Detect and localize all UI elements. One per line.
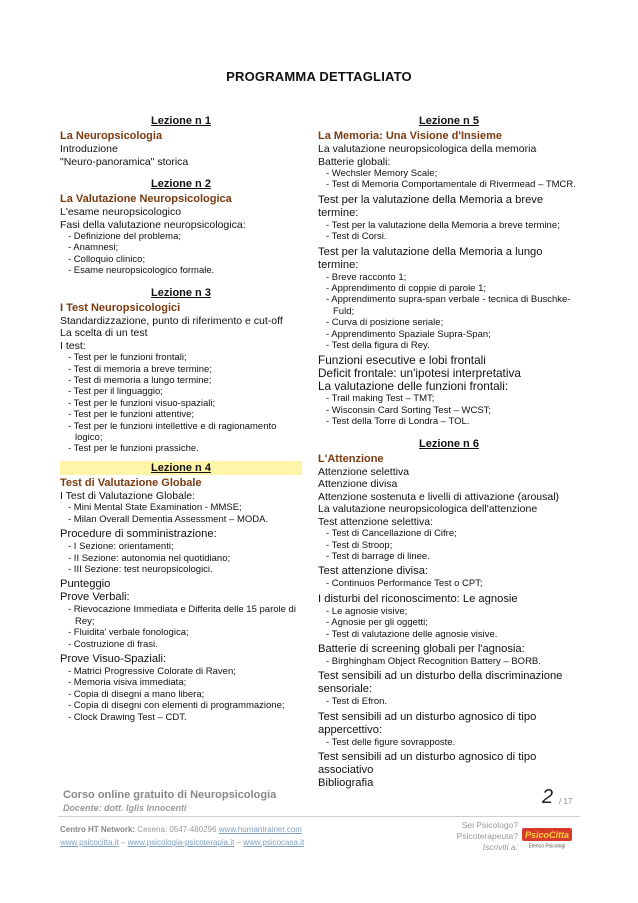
lesson-5-title: La Memoria: Una Visione d'Insieme [318,130,502,142]
lesson-4-title: Test di Valutazione Globale [60,476,202,489]
link-psicologia-psicoterapia[interactable]: www.psicologia-psicoterapia.it [127,838,235,847]
topic-line: Batterie di screening globali per l'agnosia: [318,643,525,656]
list-item: - Test per la valutazione della Memoria a breve termine; [326,219,560,231]
list-item: - Test di Stroop; [326,539,393,551]
topic-line: Test sensibili ad un disturbo agnosico di tipo associativo [318,751,537,777]
list-item: - Test di valutazione delle agnosie visive. [326,628,498,640]
list-item: - II Sezione: autonomia nel quotidiano; [68,552,231,564]
list-item: - Continuos Performance Test o CPT; [326,578,483,590]
list-item: - Anamnesi; [68,242,119,254]
lesson-6-title: L'Attenzione [318,452,384,465]
bullet-list [60,541,302,575]
list-item: - Test di Memoria Comportamentale di Rivermead – TMCR. [326,179,576,191]
topic-line: La valutazione neuropsicologica della memoria [318,143,537,155]
bullet-list [318,272,580,352]
list-item: - Copia di disegni con elementi di programmazione; [68,700,285,712]
list-item: - Clock Drawing Test – CDT. [68,711,187,723]
list-item: - Matrici Progressive Colorate di Raven; [68,665,236,677]
list-item: - Test per le funzioni visuo-spaziali; [68,397,216,409]
bullet-list [318,606,580,640]
lesson-6-heading: Lezione n 6 [419,437,479,450]
ask-line: Psicoterapeuta? [456,831,518,841]
link-psicocasa[interactable]: www.psicocasa.it [243,838,305,847]
list-item: - Memoria visiva immediata; [68,677,187,689]
lesson-1-title: La Neuropsicologia [60,130,163,142]
list-item: - Test di Corsi. [326,231,387,243]
bullet-list [318,578,580,589]
list-item: - Agnosie per gli oggetti; [326,617,428,629]
list-item: - Definizione del problema; [68,231,182,242]
phone-text: Cesena: 0547-480296 [137,825,217,834]
bullet-list [60,604,302,650]
list-item: - Copia di disegni a mano libera; [68,688,205,700]
topic-line: Test per la valutazione della Memoria a lungo termine: [318,245,543,271]
list-item: - Curva di posizione seriale; [326,317,444,329]
signup-prompt [448,820,518,853]
lesson-4-heading: Lezione n 4 [60,461,302,475]
lesson-3-heading: Lezione n 3 [151,286,211,299]
topic-line: I disturbi del riconoscimento: Le agnosie [318,592,518,605]
topic-line: Introduzione [60,143,118,155]
bullet-list [60,352,302,455]
bullet-list [318,656,580,667]
footer-docente: Docente: dott. Iglis Innocenti [63,803,187,813]
right-column [318,114,580,790]
list-item: - Birghingham Object Recognition Battery – BORB. [326,656,541,668]
list-item: - Colloquio clinico; [68,253,146,265]
bullet-list [60,666,302,723]
list-item: - Test di barrage di linee. [326,551,430,562]
bullet-list [318,393,580,427]
topic-line: Fasi della valutazione neuropsicologica: [60,218,246,231]
topic-line: La valutazione neuropsicologica dell'attenzione [318,503,538,516]
topic-line: Attenzione divisa [318,478,398,491]
topic-line: "Neuro-panoramica" storica [60,155,189,168]
page-total: / 17 [559,797,573,806]
footer-divider [58,816,580,817]
lesson-5-heading: Lezione n 5 [419,115,479,127]
lesson-1-heading: Lezione n 1 [151,115,211,127]
bullet-list [318,168,580,191]
list-item: - Trail making Test – TMT; [326,393,435,405]
list-item: - Esame neuropsicologico formale. [68,265,215,277]
topic-line: La valutazione delle funzioni frontali: [318,379,509,394]
list-item: - Breve racconto 1; [326,271,407,283]
footer-course-title: Corso online gratuito di Neuropsicologia [63,789,277,801]
list-item: - Apprendimento Spaziale Supra-Span; [326,328,491,340]
list-item: - Le agnosie visive; [326,605,408,617]
list-item: - Rievocazione Immediata e Differita delle 15 parole di Rey; [68,604,296,627]
topic-line: La scelta di un test [60,327,148,340]
list-item: - Test della figura di Rey. [326,340,430,352]
list-item: - Mini Mental State Examination - MMSE; [68,502,242,514]
list-item: - Costruzione di frasi. [68,638,158,650]
separator-dash: – [236,838,242,847]
list-item: - Test di Efron. [326,696,388,708]
lesson-2-heading: Lezione n 2 [151,178,211,190]
bullet-list [318,737,580,748]
bullet-list [318,696,580,707]
list-item: - Apprendimento di coppie di parole 1; [326,283,487,295]
topic-line: Test sensibili ad un disturbo della discriminazione sensoriale: [318,670,563,696]
list-item: - Test della Torre di Londra – TOL. [326,416,470,428]
psicocitta-logo[interactable] [522,827,572,849]
topic-line: Prove Visuo-Spaziali: [60,652,167,665]
page-title: PROGRAMMA DETTAGLIATO [226,69,412,84]
topic-line: Attenzione selettiva [318,465,410,478]
list-item: - Test per le funzioni attentive; [68,409,195,421]
topic-line: Procedure di somministrazione: [60,528,217,541]
list-item: - Test di memoria a breve termine; [68,363,212,375]
ask-line: Iscriviti a: [482,842,518,852]
logo-text: PsicoCitta [524,830,570,840]
bullet-list [318,220,580,243]
topic-line: Attenzione sostenuta e livelli di attivazione (arousal) [318,490,560,503]
list-item: - Fluidita' verbale fonologica; [68,627,189,639]
topic-line: Standardizzazione, punto di riferimento e cut-off [60,314,283,327]
topic-line: Test attenzione selettiva: [318,515,433,528]
topic-line: Prove Verbali: [60,591,130,604]
topic-line: Funzioni esecutive e lobi frontali [318,353,486,368]
logo-subtext: Elenco Psicologi [528,843,566,849]
network-label: Centro HT Network: [60,825,136,834]
list-item: - Test di Cancellazione di Cifre; [326,528,457,540]
link-humantrainer[interactable]: www.humantrainer.com [218,825,302,834]
lesson-2-title: La Valutazione Neuropsicologica [60,193,232,205]
topic-line: I Test di Valutazione Globale: [60,489,196,502]
topic-line: Bibliografia [318,777,374,790]
list-item: - III Sezione: test neuropsicologici. [68,563,213,575]
list-item: - Test per le funzioni prassiche. [68,443,199,455]
list-item: - Milan Overall Dementia Assessment – MODA. [68,513,269,525]
bullet-list [60,502,302,525]
topic-line: Punteggio [60,578,111,591]
topic-line: I test: [60,339,86,352]
topic-line: Deficit frontale: un'ipotesi interpretativa [318,366,521,381]
list-item: - Test per le funzioni frontali; [68,352,187,364]
topic-line: Batterie globali: [318,155,391,168]
topic-line: Test attenzione divisa: [318,565,429,578]
list-item: - Test per il linguaggio; [68,386,163,398]
list-item: - Test di memoria a lungo termine; [68,374,212,386]
page-number: 2 [542,786,554,808]
topic-line: Test per la valutazione della Memoria a breve termine: [318,193,544,219]
list-item: - Test delle figure sovrapposte. [326,736,456,748]
footer-network [60,825,302,834]
list-item: - Wisconsin Card Sorting Test – WCST; [326,404,492,416]
link-psicocitta[interactable]: www.psicocitta.it [60,838,119,847]
separator-dash: – [120,838,126,847]
topic-line: L'esame neuropsicologico [60,206,182,218]
lesson-3-title: I Test Neuropsicologici [60,301,181,314]
list-item: - Test per le funzioni intellettive e di ragionamento logico; [68,420,277,443]
list-item: - Wechsler Memory Scale; [326,168,438,179]
bullet-list [318,528,580,562]
left-column [60,114,302,723]
ask-line: Sei Psicologo? [461,820,518,830]
list-item: - Apprendimento supra-span verbale - tecnica di Buschke-Fuld; [326,294,571,317]
bullet-list [60,231,302,277]
list-item: - I Sezione: orientamenti; [68,541,174,553]
footer-links [60,838,304,847]
topic-line: Test sensibili ad un disturbo agnosico di tipo appercettivo: [318,710,537,736]
